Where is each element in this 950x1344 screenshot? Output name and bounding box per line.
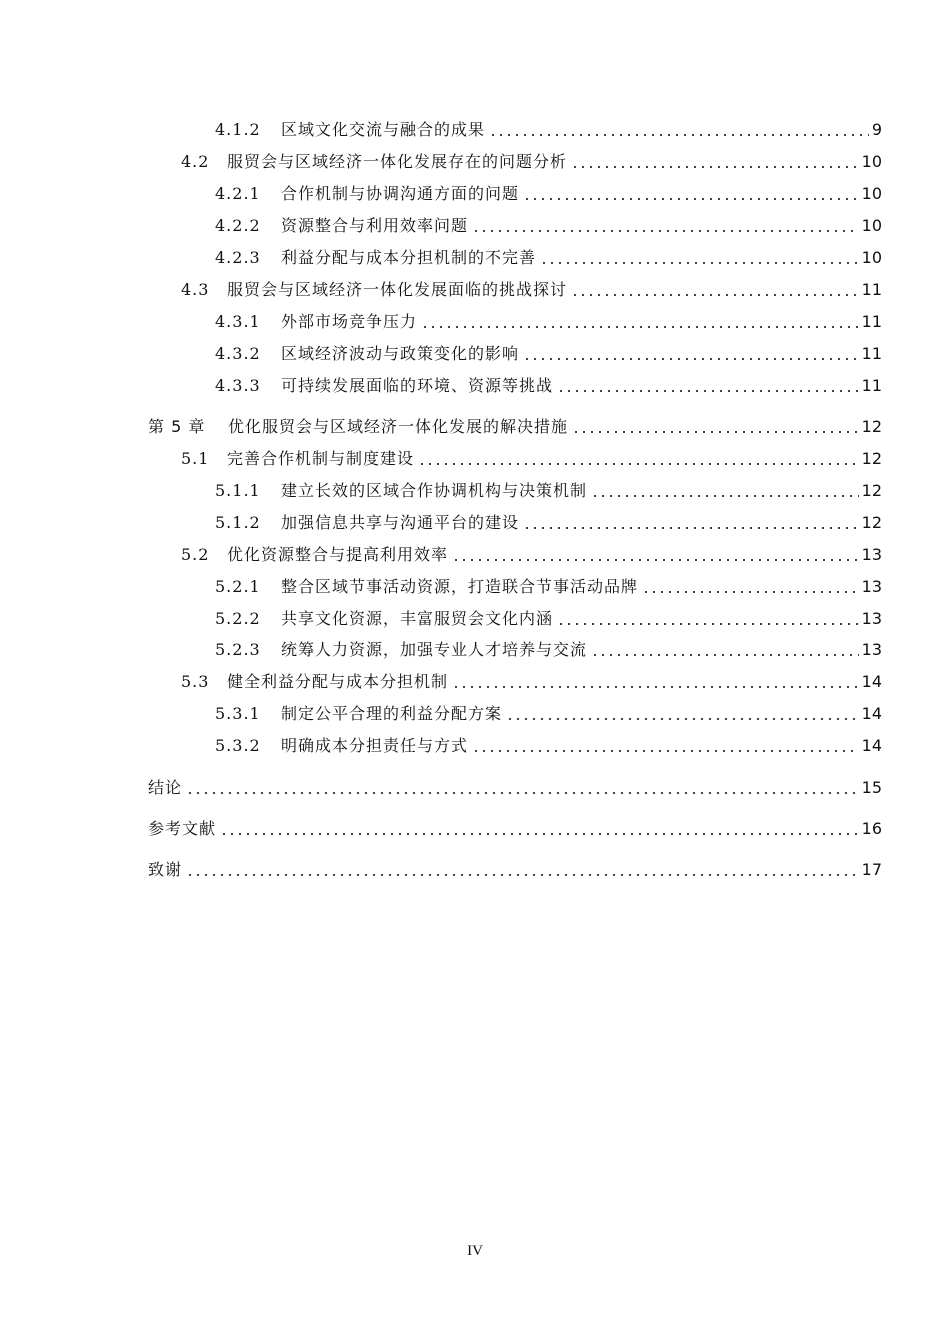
toc-entry-4-2[interactable] [181,149,882,175]
toc-entry-page: 11 [861,280,882,299]
toc-entry-title: 制定公平合理的利益分配方案 [281,704,503,723]
toc-entry-title: 共享文化资源，丰富服贸会文化内涵 [281,609,554,628]
toc-entry-5-2-2[interactable] [215,606,882,632]
toc-entry-page: 17 [861,860,882,879]
dot-leader [184,775,859,801]
toc-entry-5-1-1[interactable] [215,478,882,504]
toc-entry-4-2-3[interactable] [215,245,882,271]
toc-entry-title: 结论 [148,778,183,797]
dot-leader [184,857,859,883]
toc-entry-title: 合作机制与协调沟通方面的问题 [281,184,520,203]
toc-entry-number: 4.1.2 [215,120,261,139]
toc-entry-title: 加强信息共享与沟通平台的建设 [281,513,520,532]
dot-leader [640,574,859,600]
toc-entry-number: 4.3 [181,280,210,299]
dot-leader [538,245,859,271]
toc-entry-page: 11 [861,312,882,331]
toc-entry-title: 服贸会与区域经济一体化发展存在的问题分析 [227,152,568,171]
dot-leader [569,277,859,303]
toc-entry-title: 利益分配与成本分担机制的不完善 [281,248,537,267]
toc-entry-number: 4.3.2 [215,344,261,363]
toc-entry-page: 15 [861,778,882,797]
toc-entry-title: 服贸会与区域经济一体化发展面临的挑战探讨 [227,280,568,299]
dot-leader [589,637,859,663]
toc-entry-page: 10 [861,152,882,171]
toc-entry-4-2-2[interactable] [215,213,882,239]
toc-entry-4-3-1[interactable] [215,309,882,335]
dot-leader [419,309,859,335]
toc-entry-page: 14 [861,704,882,723]
dot-leader [504,701,859,727]
toc-entry-title: 健全利益分配与成本分担机制 [227,672,449,691]
toc-entry-title: 明确成本分担责任与方式 [281,736,469,755]
toc-entry-page: 14 [861,672,882,691]
dot-leader [470,213,859,239]
dot-leader [569,149,859,175]
toc-entry-title: 建立长效的区域合作协调机构与决策机制 [281,481,588,500]
toc-entry-title: 优化服贸会与区域经济一体化发展的解决措施 [228,417,569,436]
toc-entry-title: 参考文献 [148,819,217,838]
toc-entry-references[interactable] [148,816,882,842]
toc-entry-4-3-2[interactable] [215,341,882,367]
toc-entry-number: 4.3.1 [215,312,261,331]
toc-entry-number: 4.2.1 [215,184,261,203]
dot-leader [570,414,859,440]
toc-entry-number: 5.1.1 [215,481,261,500]
toc-entry-number: 5.1 [181,449,210,468]
dot-leader [450,669,859,695]
dot-leader [521,510,859,536]
dot-leader [521,341,859,367]
toc-entry-number: 4.2 [181,152,210,171]
dot-leader [450,542,859,568]
toc-entry-title: 致谢 [148,860,183,879]
toc-entry-number: 5.3.2 [215,736,261,755]
toc-entry-title: 完善合作机制与制度建设 [227,449,415,468]
toc-entry-number: 5.2.3 [215,640,261,659]
toc-entry-4-3[interactable] [181,277,882,303]
toc-entry-5-3-2[interactable] [215,733,882,759]
toc-entry-page: 13 [861,609,882,628]
dot-leader [218,816,859,842]
dot-leader [487,117,869,143]
page-number: IV [467,1243,483,1259]
dot-leader [555,606,859,632]
toc-entry-page: 14 [861,736,882,755]
toc-entry-page: 13 [861,577,882,596]
toc-entry-5-3[interactable] [181,669,882,695]
toc-entry-page: 16 [861,819,882,838]
toc-entry-4-3-3[interactable] [215,373,882,399]
toc-entry-number: 4.2.3 [215,248,261,267]
toc-entry-chapter-5[interactable] [148,414,882,440]
toc-entry-number: 5.2.1 [215,577,261,596]
toc-entry-number: 第 5 章 [148,417,206,436]
toc-entry-page: 11 [861,344,882,363]
toc-entry-number: 5.2.2 [215,609,261,628]
dot-leader [521,181,859,207]
toc-entry-5-2-1[interactable] [215,574,882,600]
toc-entry-5-2[interactable] [181,542,882,568]
toc-entry-page: 12 [861,513,882,532]
toc-entry-title: 区域文化交流与融合的成果 [281,120,486,139]
toc-entry-5-1[interactable] [181,446,882,472]
dot-leader [470,733,859,759]
toc-entry-page: 10 [861,248,882,267]
toc-entry-page: 9 [871,120,882,139]
toc-entry-page: 12 [861,449,882,468]
toc-entry-5-3-1[interactable] [215,701,882,727]
toc-entry-title: 外部市场竞争压力 [281,312,418,331]
toc-entry-page: 10 [861,216,882,235]
toc-entry-page: 10 [861,184,882,203]
toc-entry-4-2-1[interactable] [215,181,882,207]
toc-entry-page: 13 [861,640,882,659]
toc-entry-title: 可持续发展面临的环境、资源等挑战 [281,376,554,395]
toc-entry-page: 13 [861,545,882,564]
toc-entry-page: 12 [861,417,882,436]
toc-entry-number: 5.1.2 [215,513,261,532]
toc-entry-4-1-2[interactable] [215,117,882,143]
toc-entry-title: 区域经济波动与政策变化的影响 [281,344,520,363]
toc-entry-number: 4.3.3 [215,376,261,395]
dot-leader [416,446,859,472]
toc-entry-title: 资源整合与利用效率问题 [281,216,469,235]
toc-entry-number: 5.3.1 [215,704,261,723]
toc-entry-title: 整合区域节事活动资源，打造联合节事活动品牌 [281,577,639,596]
toc-entry-number: 5.2 [181,545,210,564]
toc-entry-5-1-2[interactable] [215,510,882,536]
toc-entry-5-2-3[interactable] [215,637,882,663]
toc-entry-title: 优化资源整合与提高利用效率 [227,545,449,564]
dot-leader [589,478,859,504]
dot-leader [555,373,859,399]
toc-entry-number: 5.3 [181,672,210,691]
toc-entry-conclusion[interactable] [148,775,882,801]
toc-entry-page: 12 [861,481,882,500]
toc-entry-acknowledgements[interactable] [148,857,882,883]
toc-entry-title: 统筹人力资源，加强专业人才培养与交流 [281,640,588,659]
toc-entry-number: 4.2.2 [215,216,261,235]
toc-entry-page: 11 [861,376,882,395]
